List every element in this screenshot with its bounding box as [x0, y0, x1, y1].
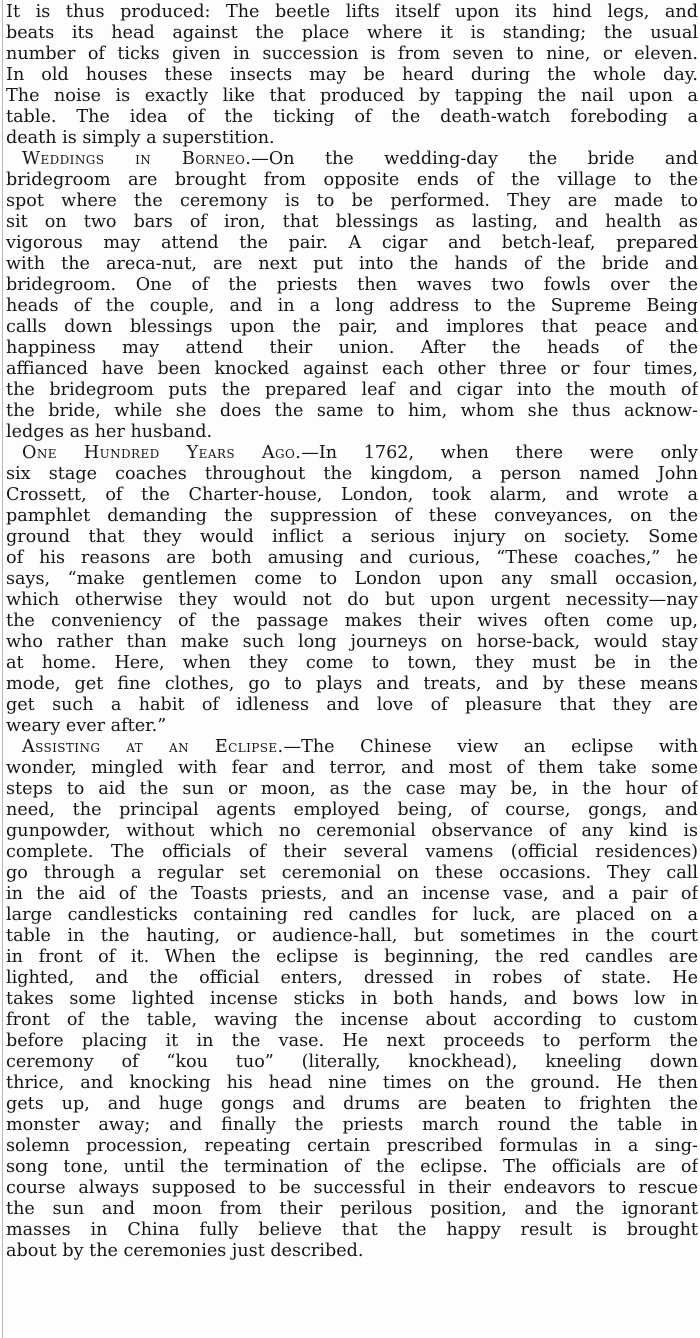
- line-text: of his reasons are both amusing and curious, “These coaches,” he: [6, 548, 698, 568]
- line-text: ceremony of “kou tuo” (literally, knockhead), kneeling down: [6, 1052, 698, 1072]
- section-heading: One Hundred Years Ago.: [22, 443, 302, 463]
- paragraph-weddings: [6, 149, 698, 443]
- line-text: Crossett, of the Charter-house, London, took alarm, and wrote a: [6, 485, 698, 505]
- text-line: [6, 65, 698, 86]
- line-text: —The Chinese view an eclipse with: [283, 737, 698, 757]
- line-text: table. The idea of the ticking of the death-watch foreboding a: [6, 107, 698, 127]
- text-line: [6, 632, 698, 653]
- line-text: large candlesticks containing red candles for luck, are placed on a: [6, 905, 698, 925]
- text-line: [6, 800, 698, 821]
- line-text: solemn procession, repeating certain prescribed formulas in a sing-: [6, 1136, 698, 1156]
- text-line: [6, 989, 698, 1010]
- text-line: [6, 653, 698, 674]
- text-line: [6, 1073, 698, 1094]
- line-text: table in the hauting, or audience-hall, but sometimes in the court: [6, 926, 698, 946]
- text-line: [6, 1052, 698, 1073]
- text-line: [6, 716, 698, 737]
- text-line: [6, 1094, 698, 1115]
- line-text: thrice, and knocking his head nine times on the ground. He then: [6, 1073, 698, 1093]
- line-text: with the areca-nut, are next put into the hands of the bride and: [6, 254, 698, 274]
- line-text: steps to aid the sun or moon, as the case may be, in the hour of: [6, 779, 698, 799]
- text-line: [6, 212, 698, 233]
- line-text: gets up, and huge gongs and drums are beaten to frighten the: [6, 1094, 698, 1114]
- text-line: [6, 422, 698, 443]
- text-line: [6, 128, 698, 149]
- line-text: bridegroom. One of the priests then waves two fowls over the: [6, 275, 698, 295]
- line-text: the bride, while she does the same to him, whom she thus acknow-: [6, 401, 698, 421]
- text-line: [6, 1220, 698, 1241]
- line-text: calls down blessings upon the pair, and implores that peace and: [6, 317, 698, 337]
- line-text: need, the principal agents employed being, of course, gongs, and: [6, 800, 698, 820]
- line-text: weary ever after.”: [6, 716, 167, 736]
- line-text: beats its head against the place where it is standing; the usual: [6, 23, 698, 43]
- text-line: [6, 1010, 698, 1031]
- text-line: [6, 233, 698, 254]
- line-text: in front of it. When the eclipse is beginning, the red candles are: [6, 947, 698, 967]
- line-text: about by the ceremonies just described.: [6, 1241, 364, 1261]
- line-text: In old houses these insects may be heard during the whole day.: [6, 65, 698, 85]
- line-text: which otherwise they would not do but upon urgent necessity—nay: [6, 590, 698, 610]
- line-text: go through a regular set ceremonial on these occasions. They call: [6, 863, 698, 883]
- line-text: who rather than make such long journeys on horse-back, would stay: [6, 632, 698, 652]
- text-line: [6, 1178, 698, 1199]
- text-line: [6, 611, 698, 632]
- text-line: [6, 821, 698, 842]
- text-line: [6, 464, 698, 485]
- line-text: takes some lighted incense sticks in both hands, and bows low in: [6, 989, 698, 1009]
- text-line: [6, 674, 698, 695]
- line-text: six stage coaches throughout the kingdom, a person named John: [6, 464, 698, 484]
- line-text: course always supposed to be successful in their endeavors to rescue: [6, 1178, 698, 1198]
- text-line: [6, 1115, 698, 1136]
- text-line: [6, 317, 698, 338]
- line-text: get such a habit of idleness and love of pleasure that they are: [6, 695, 698, 715]
- text-line: [6, 44, 698, 65]
- line-text: the sun and moon from their perilous position, and the ignorant: [6, 1199, 698, 1219]
- line-text: the bridegroom puts the prepared leaf and cigar into the mouth of: [6, 380, 698, 400]
- text-line: [6, 884, 698, 905]
- text-line: [6, 569, 698, 590]
- text-line: [6, 548, 698, 569]
- text-line: [6, 758, 698, 779]
- line-text: gunpowder, without which no ceremonial observance of any kind is: [6, 821, 698, 841]
- paragraph-death-watch: [6, 2, 698, 149]
- text-line: [6, 86, 698, 107]
- text-line: [6, 107, 698, 128]
- text-line: [6, 947, 698, 968]
- text-line: [6, 296, 698, 317]
- text-line: [6, 1136, 698, 1157]
- line-text: pamphlet demanding the suppression of these conveyances, on the: [6, 506, 698, 526]
- text-line: [6, 23, 698, 44]
- text-line: [6, 779, 698, 800]
- line-text: —In 1762, when there were only: [301, 443, 698, 463]
- line-text: vigorous may attend the pair. A cigar and betch-leaf, prepared: [6, 233, 698, 253]
- text-line: [6, 254, 698, 275]
- text-line: [6, 485, 698, 506]
- line-text: says, “make gentlemen come to London upon any small occasion,: [6, 569, 698, 589]
- text-line: [6, 1031, 698, 1052]
- line-text: The noise is exactly like that produced by tapping the nail upon a: [6, 86, 698, 106]
- line-text: —On the wedding-day the bride and: [251, 149, 698, 169]
- paragraph-eclipse: [6, 737, 698, 1262]
- text-line: [6, 338, 698, 359]
- line-text: It is thus produced: The beetle lifts itself upon its hind legs, and: [6, 2, 698, 22]
- line-text: complete. The officials of their several vamens (official residences): [6, 842, 698, 862]
- line-text: lighted, and the official enters, dressed in robes of state. He: [6, 968, 698, 988]
- line-text: number of ticks given in succession is from seven to nine, or eleven.: [6, 44, 698, 64]
- text-line: [6, 737, 698, 758]
- line-text: song tone, until the termination of the eclipse. The officials are of: [6, 1157, 698, 1177]
- text-line: [6, 191, 698, 212]
- section-heading: Assisting at an Eclipse.: [22, 737, 284, 757]
- text-line: [6, 1241, 698, 1262]
- text-line: [6, 401, 698, 422]
- line-text: wonder, mingled with fear and terror, and most of them take some: [6, 758, 698, 778]
- text-line: [6, 170, 698, 191]
- line-text: sit on two bars of iron, that blessings as lasting, and health as: [6, 212, 698, 232]
- line-text: front of the table, waving the incense about according to custom: [6, 1010, 698, 1030]
- line-text: monster away; and finally the priests march round the table in: [6, 1115, 698, 1135]
- text-line: [6, 842, 698, 863]
- section-heading: Weddings in Borneo.: [22, 149, 252, 169]
- text-line: [6, 905, 698, 926]
- line-text: heads of the couple, and in a long address to the Supreme Being: [6, 296, 698, 316]
- text-line: [6, 863, 698, 884]
- text-line: [6, 590, 698, 611]
- line-text: ledges as her husband.: [6, 422, 213, 442]
- line-text: before placing it in the vase. He next proceeds to perform the: [6, 1031, 698, 1051]
- line-text: ground that they would inflict a serious injury on society. Some: [6, 527, 698, 547]
- text-line: [6, 1157, 698, 1178]
- text-line: [6, 926, 698, 947]
- line-text: in the aid of the Toasts priests, and an incense vase, and a pair of: [6, 884, 698, 904]
- column-rule: [2, 0, 3, 1338]
- text-line: [6, 275, 698, 296]
- article-column: [6, 2, 698, 1262]
- line-text: spot where the ceremony is to be performed. They are made to: [6, 191, 698, 211]
- line-text: bridegroom are brought from opposite ends of the village to the: [6, 170, 698, 190]
- text-line: [6, 968, 698, 989]
- line-text: death is simply a superstition.: [6, 128, 275, 148]
- line-text: masses in China fully believe that the happy result is brought: [6, 1220, 698, 1240]
- text-line: [6, 359, 698, 380]
- text-line: [6, 443, 698, 464]
- line-text: happiness may attend their union. After the heads of the: [6, 338, 698, 358]
- text-line: [6, 527, 698, 548]
- line-text: affianced have been knocked against each other three or four times,: [6, 359, 698, 379]
- text-line: [6, 149, 698, 170]
- text-line: [6, 695, 698, 716]
- text-line: [6, 2, 698, 23]
- line-text: at home. Here, when they come to town, they must be in the: [6, 653, 698, 673]
- paragraph-hundred-years: [6, 443, 698, 737]
- text-line: [6, 380, 698, 401]
- line-text: mode, get fine clothes, go to plays and treats, and by these means: [6, 674, 698, 694]
- text-line: [6, 506, 698, 527]
- line-text: the conveniency of the passage makes their wives often come up,: [6, 611, 698, 631]
- text-line: [6, 1199, 698, 1220]
